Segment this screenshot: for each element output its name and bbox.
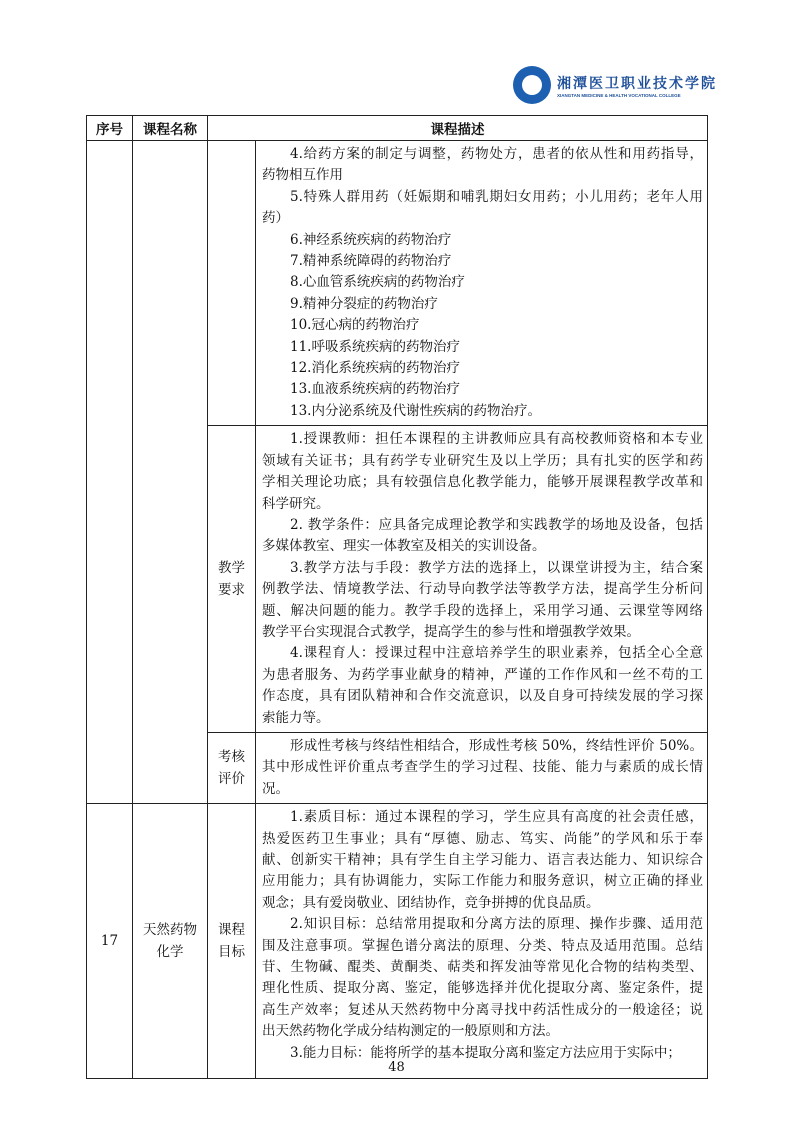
table-header-row: [87, 116, 708, 141]
description-line: 11.呼吸系统疾病的药物治疗: [290, 338, 460, 355]
description-line: 教学平台实现混合式教学，提高学生的参与性和增强教学效果。: [262, 623, 640, 640]
description-line: 2. 教学条件：应具备完成理论教学和实践教学的场地及设备，包括: [290, 516, 703, 533]
description-line: 药物相互作用: [262, 167, 343, 184]
header-course-name: 课程名称: [133, 116, 208, 141]
cell-description: [256, 804, 708, 1079]
cell-course-name: [133, 804, 208, 1079]
description-line: 1.素质目标：通过本课程的学习，学生应具有高度的社会责任感，: [290, 809, 703, 826]
description-line: 其中形成性评价重点考查学生的学习过程、技能、能力与素质的成长情: [262, 759, 703, 776]
college-logo: [513, 66, 717, 104]
description-line: 献、创新实干精神；具有学生自主学习能力、语言表达能力、知识综合: [262, 852, 703, 868]
description-line: 6.神经系统疾病的药物治疗: [290, 231, 452, 248]
description-line: 2.知识目标：总结常用提取和分离方法的原理、操作步骤、适用范: [290, 916, 703, 933]
description-line: 13.内分泌系统及代谢性疾病的药物治疗。: [290, 402, 541, 419]
table-row: [87, 804, 708, 1079]
description-line: 3.教学方法与手段：教学方法的选择上，以课堂讲授为主，结合案: [290, 559, 703, 576]
label-line: 课程: [218, 922, 245, 939]
cell-description: [256, 141, 708, 426]
cell-label-teaching-requirements: [208, 426, 256, 733]
name-line: 天然药物: [143, 922, 197, 939]
description-line: 形成性考核与终结性相结合，形成性考核 50%，终结性评价 50%。: [290, 737, 703, 754]
label-line: 要求: [218, 582, 245, 599]
description-line: 13.血液系统疾病的药物治疗: [290, 381, 460, 398]
description-line: 学相关理论功底；具有较强信息化教学能力，能够开展课程教学改革和: [262, 474, 703, 491]
label-line: 目标: [218, 944, 245, 961]
cell-course-name: [133, 141, 208, 804]
description-line: 理化性质、提取分离、鉴定，能够选择并优化提取分离、鉴定条件，提: [262, 980, 703, 997]
description-line: 况。: [262, 780, 289, 797]
logo-english-name: XIANGTAN MEDICINE & HEALTH VOCATIONAL COLLEGE: [557, 92, 681, 98]
description-line: 药）: [262, 210, 289, 227]
page-number: 48: [388, 1060, 405, 1075]
course-table: [86, 115, 708, 1079]
description-line: 科学研究。: [262, 495, 330, 512]
description-line: 7.精神系统障碍的药物治疗: [290, 253, 452, 270]
description-line: 4.给药方案的制定与调整，药物处方，患者的依从性和用药指导，: [290, 146, 703, 162]
logo-chinese-name: 湘潭医卫职业技术学院: [557, 75, 717, 92]
description-line: 题、解决问题的能力。教学手段的选择上，采用学习通、云课堂等网络: [262, 602, 703, 619]
description-line: 4.课程育人：授课过程中注意培养学生的职业素养，包括全心全意: [290, 645, 703, 662]
description-line: 应用能力；具有协调能力，实际工作能力和服务意识，树立正确的择业: [262, 873, 703, 890]
description-line: 高生产效率；复述从天然药物中分离寻找中药活性成分的一般途径；说: [262, 1001, 703, 1018]
description-line: 作态度，具有团队精神和合作交流意识，以及自身可持续发展的学习探: [262, 688, 703, 705]
cell-label-assessment: [208, 732, 256, 803]
table-row: [87, 141, 708, 426]
cell-number: 17: [87, 804, 133, 1079]
description-line: 12.消化系统疾病的药物治疗: [290, 360, 460, 377]
label-line: 教学: [218, 560, 245, 577]
name-line: 化学: [156, 944, 184, 961]
description-line: 围及注意事项。掌握色谱分离法的原理、分类、特点及适用范围。总结: [262, 937, 703, 954]
cell-number: [87, 141, 133, 804]
description-line: 为患者服务、为药学事业献身的精神，严谨的工作作风和一丝不苟的工: [262, 666, 703, 683]
header-number: 序号: [87, 116, 133, 141]
cell-label-course-objectives: [208, 804, 256, 1079]
cell-description: [256, 732, 708, 803]
description-line: 观念；具有爱岗敬业、团结协作，竞争拼搏的优良品质。: [262, 894, 600, 911]
description-line: 3.能力目标：能将所学的基本提取分离和鉴定方法应用于实际中；: [290, 1044, 681, 1061]
cell-label: [208, 141, 256, 426]
cell-description: [256, 426, 708, 733]
description-line: 多媒体教室、理实一体教室及相关的实训设备。: [262, 538, 546, 555]
label-line: 评价: [218, 771, 245, 788]
description-line: 8.心血管系统疾病的药物治疗: [290, 274, 465, 291]
description-line: 5.特殊人群用药（妊娠期和哺乳期妇女用药；小儿用药；老年人用: [290, 188, 703, 205]
label-line: 考核: [218, 749, 245, 766]
description-line: 1.授课教师：担任本课程的主讲教师应具有高校教师资格和本专业: [290, 431, 703, 448]
description-line: 领域有关证书；具有药学专业研究生及以上学历；具有扎实的医学和药: [262, 452, 703, 469]
header-description: 课程描述: [208, 116, 708, 141]
description-line: 例教学法、情境教学法、行动导向教学法等教学方法，提高学生分析问: [262, 581, 703, 598]
college-seal-icon: [513, 66, 551, 104]
description-line: 出天然药物化学成分结构测定的一般原则和方法。: [262, 1023, 559, 1040]
description-line: 索能力等。: [262, 709, 330, 726]
description-line: 苷、生物碱、醌类、黄酮类、萜类和挥发油等常见化合物的结构类型、: [262, 959, 703, 976]
description-line: 9.精神分裂症的药物治疗: [290, 295, 438, 312]
description-line: 10.冠心病的药物治疗: [290, 317, 420, 334]
description-line: 热爱医药卫生事业；具有“厚德、励志、笃实、尚能”的学风和乐于奉: [262, 830, 703, 847]
